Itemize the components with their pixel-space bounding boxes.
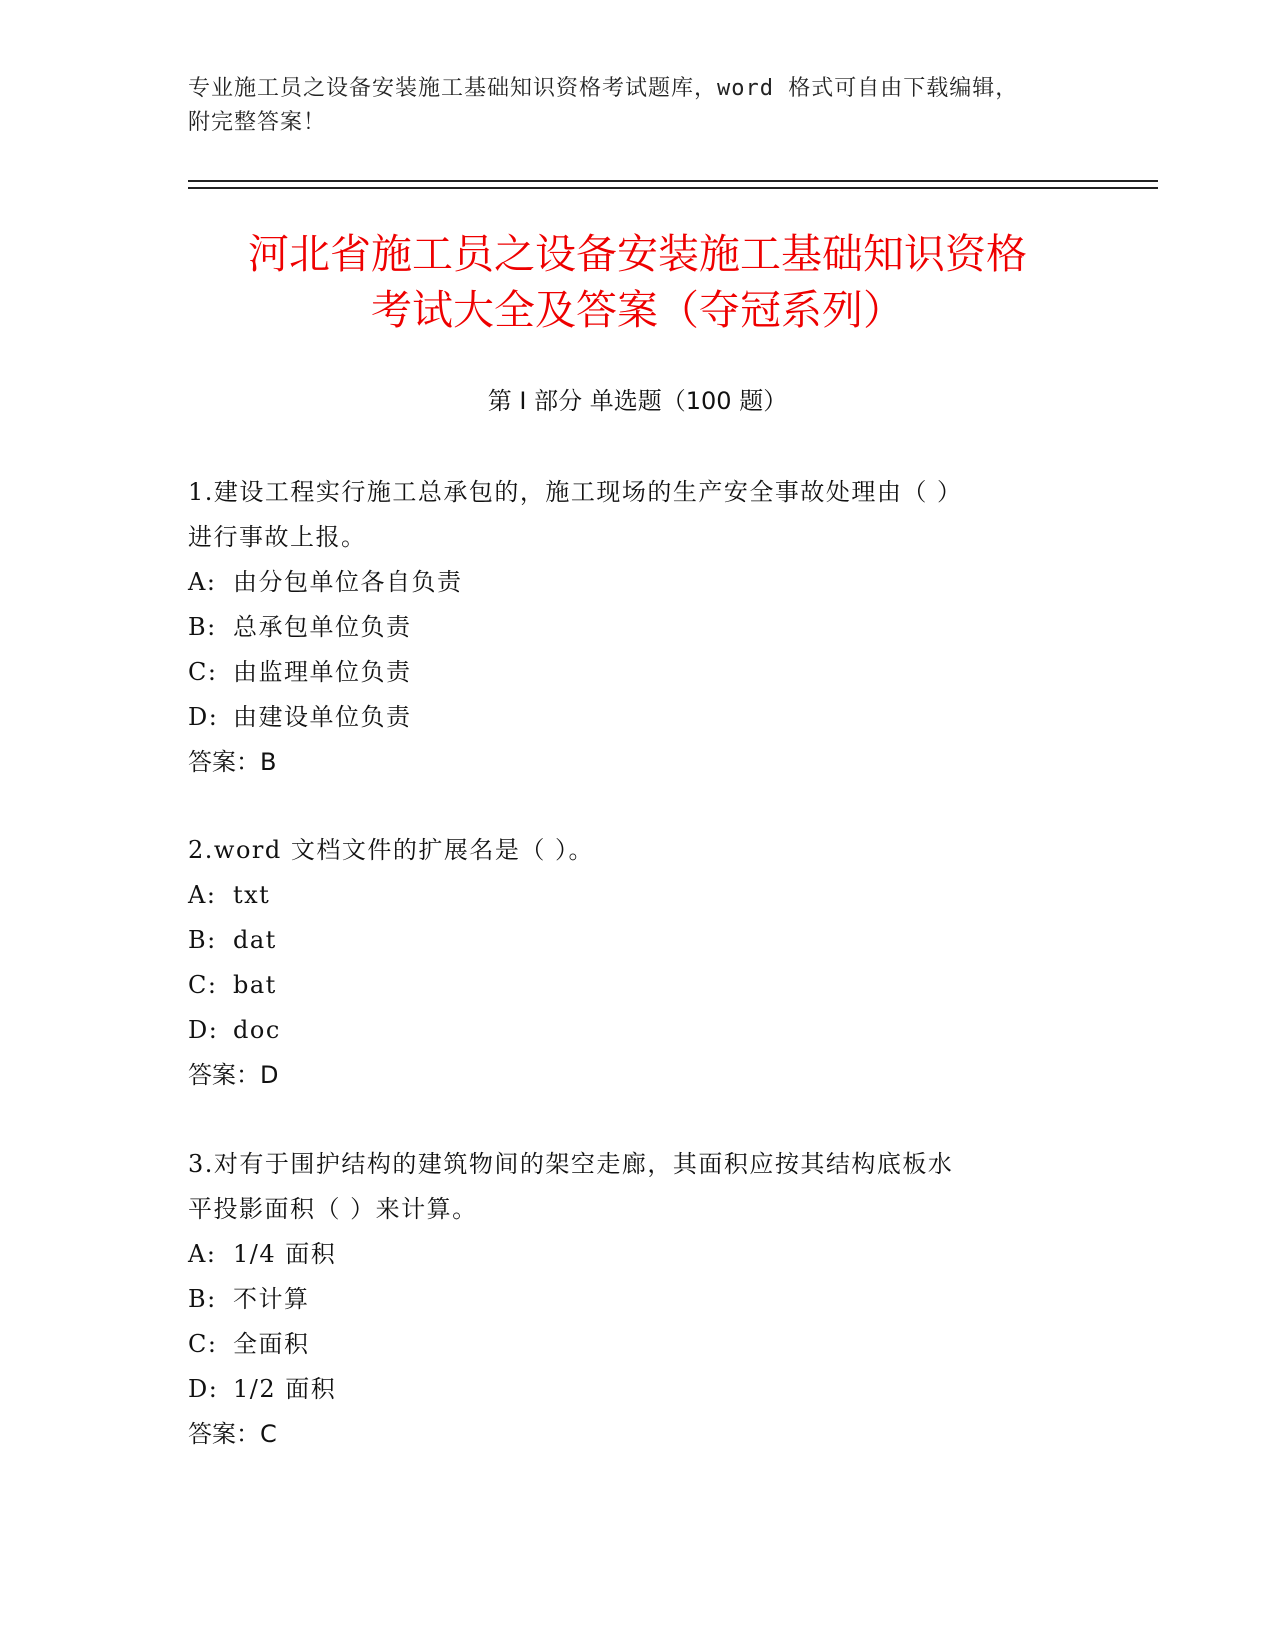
option-text: dat	[233, 926, 277, 954]
answer-line: 答案：D	[188, 1061, 279, 1089]
option-text: 总承包单位负责	[233, 613, 412, 641]
header-note-line: 专业施工员之设备安装施工基础知识资格考试题库，word 格式可自由下载编辑，	[188, 76, 1019, 101]
answer-line: 答案：B	[188, 748, 277, 776]
option-key: B:	[188, 613, 217, 641]
option-key: C:	[188, 1330, 218, 1358]
option-b	[188, 605, 1068, 650]
question-stem	[188, 1142, 1068, 1232]
option-key: A:	[188, 881, 217, 909]
option-d	[188, 695, 1068, 740]
option-a	[188, 1232, 1068, 1277]
answer-line: 答案：C	[188, 1420, 277, 1448]
question-3	[188, 1142, 1068, 1457]
option-key: D:	[188, 1016, 219, 1044]
header-note	[188, 72, 1068, 140]
option-text: 由监理单位负责	[233, 658, 412, 686]
option-d	[188, 1367, 1068, 1412]
option-text: 全面积	[233, 1330, 310, 1358]
option-a	[188, 560, 1068, 605]
question-2	[188, 828, 1068, 1098]
option-c	[188, 1322, 1068, 1367]
question-1	[188, 470, 1068, 785]
question-stem	[188, 828, 1068, 873]
option-text: 不计算	[233, 1285, 310, 1313]
header-divider-bottom	[188, 187, 1158, 189]
option-key: C:	[188, 971, 218, 999]
option-text: txt	[233, 881, 271, 909]
option-c	[188, 650, 1068, 695]
question-stem-line: 2.word 文档文件的扩展名是（ ）。	[188, 836, 594, 864]
option-d	[188, 1008, 1068, 1053]
option-text: 1/2 面积	[233, 1375, 337, 1403]
header-note-line: 附完整答案！	[188, 110, 327, 135]
question-stem-line: 平投影面积（ ）来计算。	[188, 1195, 478, 1223]
question-stem-line: 1.建设工程实行施工总承包的，施工现场的生产安全事故处理由（ ）	[188, 478, 963, 506]
document-title-line: 河北省施工员之设备安装施工基础知识资格	[248, 230, 1027, 278]
document-title-line: 考试大全及答案（夺冠系列）	[371, 286, 904, 334]
option-key: A:	[188, 1240, 217, 1268]
document-title	[130, 226, 1145, 338]
question-stem-line: 3.对有于围护结构的建筑物间的架空走廊，其面积应按其结构底板水	[188, 1150, 954, 1178]
option-key: A:	[188, 568, 217, 596]
option-text: 由建设单位负责	[233, 703, 412, 731]
option-b	[188, 918, 1068, 963]
option-text: bat	[233, 971, 277, 999]
option-key: D:	[188, 703, 219, 731]
option-key: B:	[188, 926, 217, 954]
option-key: C:	[188, 658, 218, 686]
question-stem-line: 进行事故上报。	[188, 523, 367, 551]
option-c	[188, 963, 1068, 1008]
option-key: D:	[188, 1375, 219, 1403]
option-a	[188, 873, 1068, 918]
option-key: B:	[188, 1285, 217, 1313]
option-text: 由分包单位各自负责	[233, 568, 463, 596]
header-divider-top	[188, 180, 1158, 182]
section-heading: 第 I 部分 单选题（100 题）	[487, 387, 788, 415]
question-stem	[188, 470, 1068, 560]
option-text: doc	[233, 1016, 281, 1044]
option-text: 1/4 面积	[233, 1240, 337, 1268]
option-b	[188, 1277, 1068, 1322]
